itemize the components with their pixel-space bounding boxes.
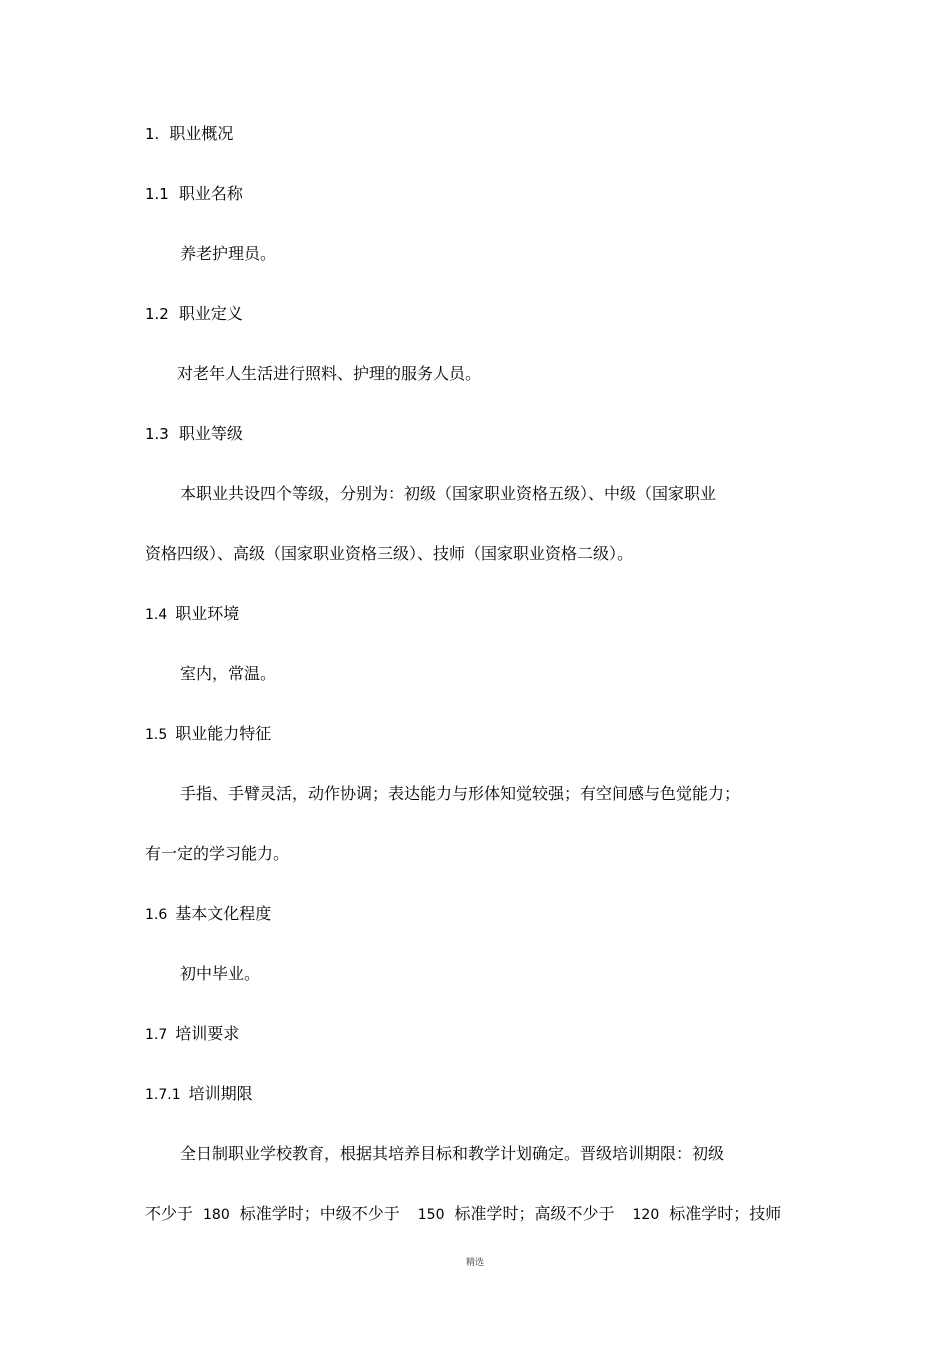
section-1-4-body: 室内，常温。: [180, 664, 277, 683]
section-number: 1.3: [145, 425, 169, 443]
section-number: 1.5: [145, 727, 168, 743]
section-1-5-body-line2: 有一定的学习能力。: [145, 844, 290, 863]
section-title: 职业定义: [178, 304, 243, 323]
section-number: 1.2: [145, 305, 169, 323]
section-title: 培训要求: [175, 1024, 240, 1043]
section-1-3-body-line1: 本职业共设四个等级，分别为：初级（国家职业资格五级）、中级（国家职业: [180, 484, 717, 503]
section-1-5-body-line1: 手指、手臂灵活，动作协调；表达能力与形体知觉较强；有空间感与色觉能力；: [180, 784, 741, 803]
hours-value: 120: [632, 1207, 660, 1223]
section-title: 职业能力特征: [175, 724, 272, 743]
section-title: 职业概况: [169, 124, 234, 143]
section-title: 职业名称: [178, 184, 243, 203]
section-1-7-1-heading: [145, 1084, 253, 1105]
section-number: 1.4: [145, 607, 168, 623]
page-footer: 精选: [465, 1258, 484, 1268]
section-1-3-heading: [145, 424, 243, 444]
section-number: 1.7: [145, 1027, 168, 1043]
section-title: 职业环境: [175, 604, 240, 623]
section-title: 培训期限: [188, 1084, 253, 1103]
section-1-1-body: 养老护理员。: [180, 244, 277, 263]
section-1-4-heading: [145, 604, 239, 625]
section-1-heading: [145, 124, 233, 144]
hours-value: 180: [203, 1207, 230, 1223]
section-1-5-heading: [145, 724, 271, 745]
text-segment: 标准学时；高级不少于: [454, 1204, 615, 1223]
text-segment: 不少于: [145, 1204, 194, 1223]
section-1-7-1-body-line1: 全日制职业学校教育，根据其培养目标和教学计划确定。晋级培训期限：初级: [180, 1144, 725, 1163]
text-segment: 标准学时；技师: [669, 1204, 782, 1223]
section-1-7-1-body-line2: [145, 1204, 781, 1225]
section-1-6-body: 初中毕业。: [180, 964, 261, 983]
section-1-2-body: 对老年人生活进行照料、护理的服务人员。: [177, 364, 482, 383]
section-1-3-body-line2: 资格四级）、高级（国家职业资格三级）、技师（国家职业资格二级）。: [145, 544, 634, 563]
section-1-1-heading: [145, 184, 243, 204]
section-1-6-heading: [145, 904, 271, 925]
section-number: 1.: [145, 125, 160, 143]
section-1-7-heading: [145, 1024, 239, 1045]
section-number: 1.7.1: [145, 1087, 181, 1103]
section-number: 1.1: [145, 185, 169, 203]
section-title: 基本文化程度: [175, 904, 272, 923]
hours-value: 150: [417, 1207, 445, 1223]
section-title: 职业等级: [178, 424, 243, 443]
section-number: 1.6: [145, 907, 168, 923]
section-1-2-heading: [145, 304, 243, 324]
text-segment: 标准学时；中级不少于: [239, 1204, 400, 1223]
